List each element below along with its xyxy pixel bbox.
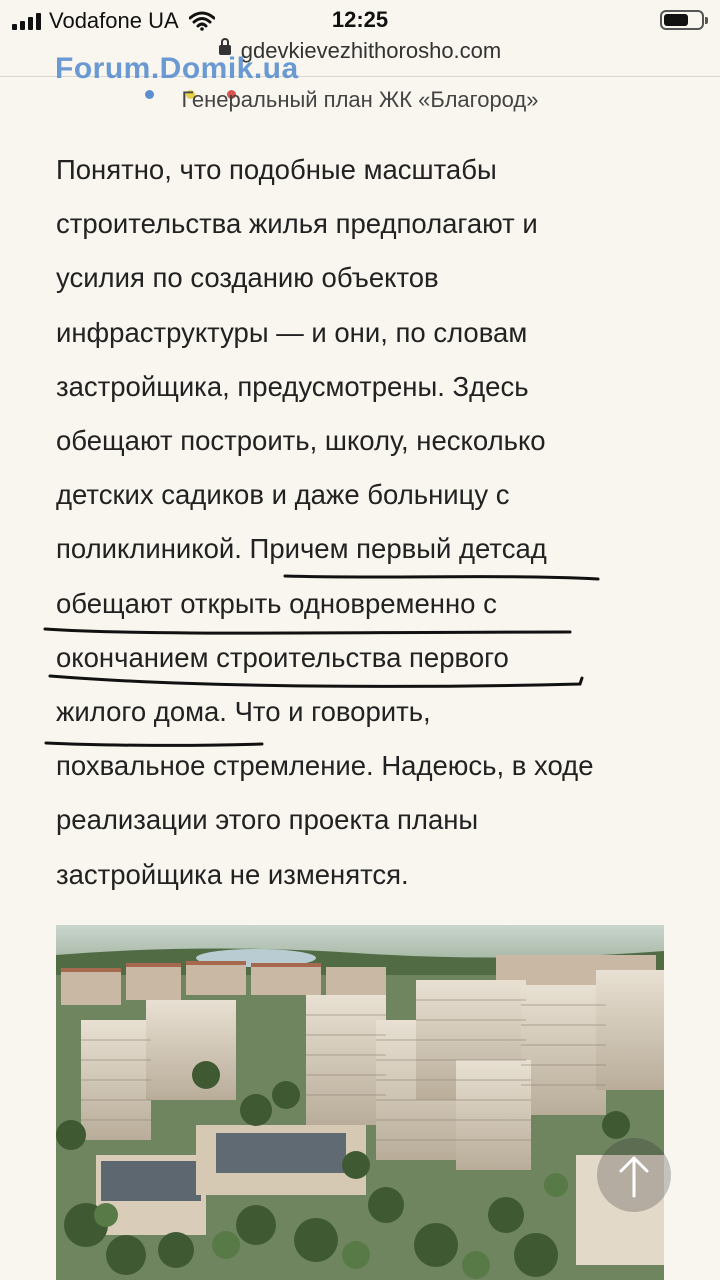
- article-line: похвальное стремление. Надеюсь, в ходе: [56, 750, 594, 782]
- arrow-up-icon: [597, 1138, 671, 1212]
- url-text[interactable]: gdevkievezhithorosho.com: [240, 38, 502, 63]
- status-time: 12:25: [331, 7, 389, 32]
- article-line: застройщика не изменятся.: [56, 858, 409, 890]
- article-line: строительства жилья предполагают и: [56, 208, 538, 240]
- watermark: Forum.Domik.ua: [55, 52, 299, 85]
- article-line: Понятно, что подобные масштабы: [56, 154, 497, 185]
- article-line: обещают построить, школу, несколько: [56, 425, 546, 457]
- article-line: жилого дома. Что и говорить,: [56, 696, 431, 728]
- scroll-to-top-button[interactable]: [597, 1138, 671, 1212]
- article-line: окончанием строительства первого: [56, 641, 509, 673]
- carrier-name: Vodafone UA: [49, 8, 179, 33]
- article-line: реализации этого проекта планы: [56, 804, 479, 836]
- article-line: обещают открыть одновременно с: [56, 587, 497, 619]
- article-line: инфраструктуры — и они, по словам: [56, 316, 528, 348]
- masterplan-photo: [56, 925, 664, 1280]
- article-line: детских садиков и даже больницу с: [56, 479, 510, 511]
- article-line: поликлиникой. Причем первый детсад: [56, 533, 547, 565]
- image-caption: Генеральный план ЖК «Благород»: [181, 87, 539, 112]
- article-line: усилия по созданию объектов: [56, 262, 439, 294]
- article-line: застройщика, предусмотрены. Здесь: [56, 370, 529, 402]
